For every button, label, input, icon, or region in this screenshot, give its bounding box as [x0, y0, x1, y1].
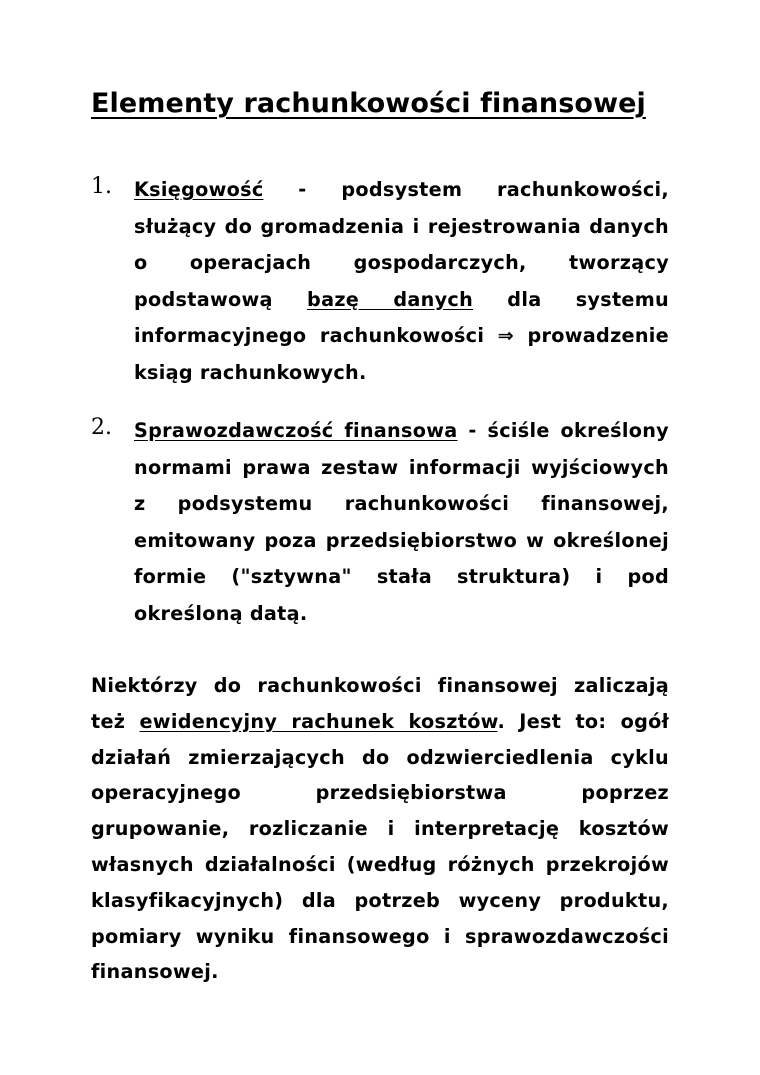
- paragraph-text: Niektórzy do rachunkowości finansowej zaliczają też: [91, 674, 669, 733]
- definition-text-cont: dla systemu informacyjnego rachunkowości: [134, 287, 669, 347]
- term-sprawozdawczosc: Sprawozdawczość finansowa: [134, 419, 458, 442]
- definition-text-end: prowadzenie ksiąg rachunkowych.: [134, 324, 669, 384]
- list-item-text: [134, 413, 669, 632]
- list-item-ksiegowosc: [91, 172, 669, 391]
- term-ewidencyjny-rachunek-kosztow: ewidencyjny rachunek kosztów: [139, 709, 498, 733]
- implies-arrow-icon: ⇒: [497, 324, 515, 347]
- body-paragraph: [91, 668, 669, 990]
- list-item-text: [134, 172, 669, 391]
- list-number: 2.: [91, 415, 112, 440]
- term-ksiegowosc: Księgowość: [134, 178, 264, 201]
- term-baza-danych: bazę danych: [307, 287, 474, 311]
- document-title: Elementy rachunkowości finansowej: [91, 88, 646, 119]
- list-number: 1.: [91, 174, 112, 199]
- list-item-sprawozdawczosc: [91, 413, 669, 632]
- definition-text: - podsystem rachunkowości, służący do gromadzenia i rejestrowania danych o operacjach gospodarczych, tworzący podstawową: [134, 178, 669, 311]
- definition-text: - ściśle określony normami prawa zestaw informacji wyjściowych z podsystemu rachunkowości finansowej, emitowany poza przedsiębiorstwo w określonej formie ("sztywna" stała struktura) i pod określoną datą.: [134, 419, 669, 625]
- paragraph-text-cont: . Jest to: ogół działań zmierzających do odzwierciedlenia cyklu operacyjnego przedsiębiorstwa poprzez grupowanie, rozliczanie i interpretację kosztów własnych działalności (według różnych przekrojów klasyfikacyjnych) dla potrzeb wyceny produktu, pomiary wyniku finansowego i sprawozdawczości finansowej.: [91, 709, 670, 984]
